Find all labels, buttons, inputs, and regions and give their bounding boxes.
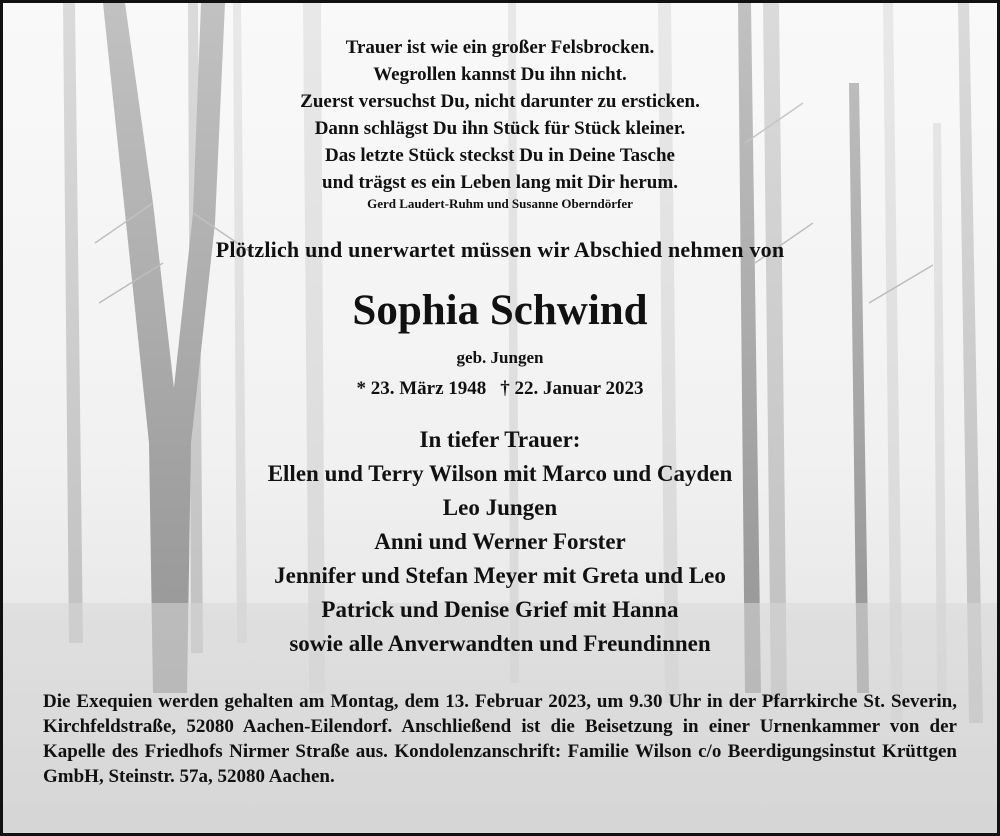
poem-line-2: Wegrollen kannst Du ihn nicht. [373, 64, 627, 85]
poem-line-5: Das letzte Stück steckst Du in Deine Tasche [325, 145, 675, 166]
mourner-line-4: Jennifer und Stefan Meyer mit Greta und Leo [274, 563, 726, 588]
poem-author: Gerd Laudert-Ruhm und Susanne Oberndörfer [367, 196, 633, 211]
deceased-name: Sophia Schwind [352, 287, 648, 334]
mourner-line-1: Ellen und Terry Wilson mit Marco und Cayden [267, 461, 733, 486]
poem-line-1: Trauer ist wie ein großer Felsbrocken. [345, 37, 655, 58]
death-date: † 22. Januar 2023 [500, 378, 644, 399]
birth-name: geb. Jungen [456, 348, 544, 367]
mourner-line-5: Patrick und Denise Grief mit Hanna [321, 597, 679, 622]
poem-line-6: und trägst es ein Leben lang mit Dir herum. [322, 172, 678, 193]
birth-date: * 23. März 1948 [356, 378, 487, 399]
mourner-line-3: Anni und Werner Forster [374, 529, 626, 554]
poem-line-3: Zuerst versuchst Du, nicht darunter zu ersticken. [300, 91, 700, 112]
service-details: Die Exequien werden gehalten am Montag, dem 13. Februar 2023, um 9.30 Uhr in der Pfarrkirche St. Severin, Kirchfeldstraße, 52080 Aachen-Eilendorf. Anschließend ist die Beisetzung in einer Urnenkammer von der Kapelle des Friedhofs Nirmer Straße aus. Kondolenzanschrift: Familie Wilson c/o Beerdigungsinstut Krüttgen GmbH, Steinstr. 57a, 52080 Aachen. [43, 691, 957, 787]
mourner-line-2: Leo Jungen [442, 495, 558, 520]
life-dates [3, 378, 997, 400]
mourner-line-6: sowie alle Anverwandten und Freundinnen [289, 631, 711, 656]
announcement-line: Plötzlich und unerwartet müssen wir Abschied nehmen von [215, 237, 785, 262]
mourners-heading: In tiefer Trauer: [419, 427, 581, 452]
poem-line-4: Dann schlägst Du ihn Stück für Stück kleiner. [314, 118, 686, 139]
